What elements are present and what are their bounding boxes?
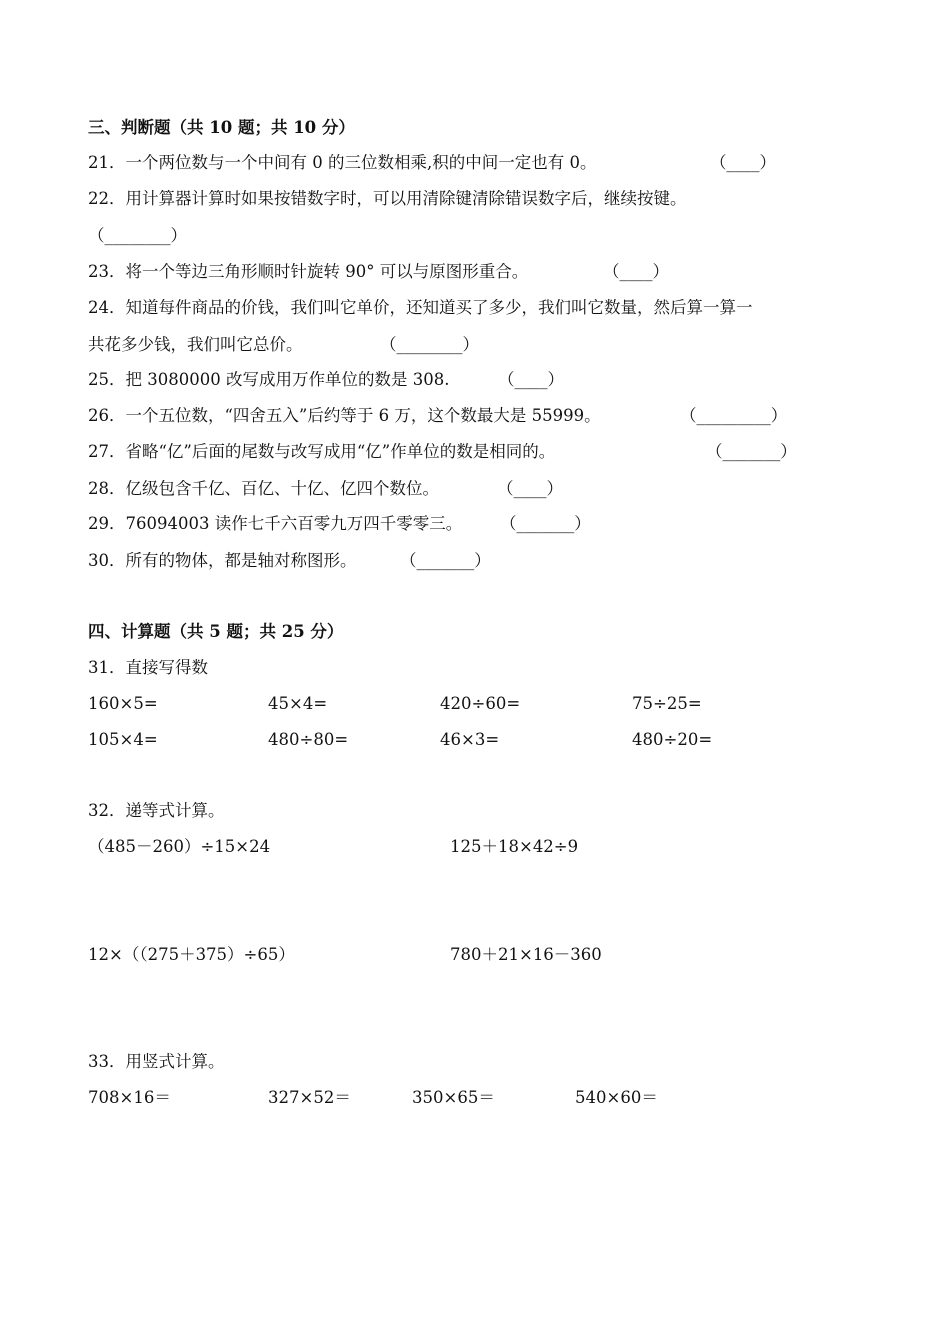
question-21: 21．一个两位数与一个中间有 0 的三位数相乘,积的中间一定也有 0。: [88, 153, 597, 172]
oral-calc-item: 160×5=: [88, 694, 158, 713]
answer-blank-29[interactable]: （_______）: [500, 514, 591, 533]
answer-blank-21[interactable]: （____）: [710, 153, 776, 172]
oral-calc-item: 105×4=: [88, 730, 158, 749]
question-22: 22．用计算器计算时如果按错数字时，可以用清除键清除错误数字后，继续按键。: [88, 189, 687, 208]
question-28: 28．亿级包含千亿、百亿、十亿、亿四个数位。: [88, 479, 439, 498]
answer-blank-26[interactable]: （_________）: [680, 406, 788, 425]
question-24: 24．知道每件商品的价钱，我们叫它单价，还知道买了多少，我们叫它数量，然后算一算一: [88, 298, 753, 317]
answer-blank-22[interactable]: （________）: [88, 226, 187, 245]
question-27: 27．省略“亿”后面的尾数与改写成用“亿”作单位的数是相同的。: [88, 442, 556, 461]
question-25: 25．把 3080000 改写成用万作单位的数是 308.: [88, 370, 450, 389]
question-32-title: 32．递等式计算。: [88, 801, 225, 820]
answer-blank-25[interactable]: （____）: [498, 370, 564, 389]
oral-calc-item: 480÷20=: [632, 730, 713, 749]
answer-blank-24[interactable]: （________）: [380, 335, 479, 354]
question-33-title: 33．用竖式计算。: [88, 1052, 225, 1071]
vertical-calc-item: 708×16＝: [88, 1088, 171, 1107]
oral-calc-item: 480÷80=: [268, 730, 349, 749]
question-29: 29．76094003 读作七千六百零九万四千零零三。: [88, 514, 463, 533]
section-3-heading: 三、判断题（共 10 题；共 10 分）: [88, 118, 355, 137]
question-30: 30．所有的物体，都是轴对称图形。: [88, 551, 357, 570]
question-24-line-2: 共花多少钱，我们叫它总价。: [88, 335, 303, 354]
vertical-calc-item: 540×60＝: [575, 1088, 658, 1107]
stepwise-calc-item: 12×（（275＋375）÷65）: [88, 945, 295, 964]
oral-calc-item: 75÷25=: [632, 694, 702, 713]
oral-calc-item: 46×3=: [440, 730, 500, 749]
vertical-calc-item: 350×65＝: [412, 1088, 495, 1107]
answer-blank-28[interactable]: （____）: [497, 479, 563, 498]
question-23: 23．将一个等边三角形顺时针旋转 90° 可以与原图形重合。: [88, 262, 529, 281]
answer-blank-23[interactable]: （____）: [603, 262, 669, 281]
stepwise-calc-item: 780＋21×16－360: [450, 945, 602, 964]
section-4-heading: 四、计算题（共 5 题；共 25 分）: [88, 622, 344, 641]
stepwise-calc-item: 125＋18×42÷9: [450, 837, 579, 856]
vertical-calc-item: 327×52＝: [268, 1088, 351, 1107]
question-26: 26．一个五位数，“四舍五入”后约等于 6 万，这个数最大是 55999。: [88, 406, 601, 425]
question-31-title: 31．直接写得数: [88, 658, 208, 677]
answer-blank-30[interactable]: （_______）: [400, 551, 491, 570]
oral-calc-item: 420÷60=: [440, 694, 521, 713]
answer-blank-27[interactable]: （_______）: [706, 442, 797, 461]
oral-calc-item: 45×4=: [268, 694, 328, 713]
stepwise-calc-item: （485－260）÷15×24: [88, 837, 271, 856]
